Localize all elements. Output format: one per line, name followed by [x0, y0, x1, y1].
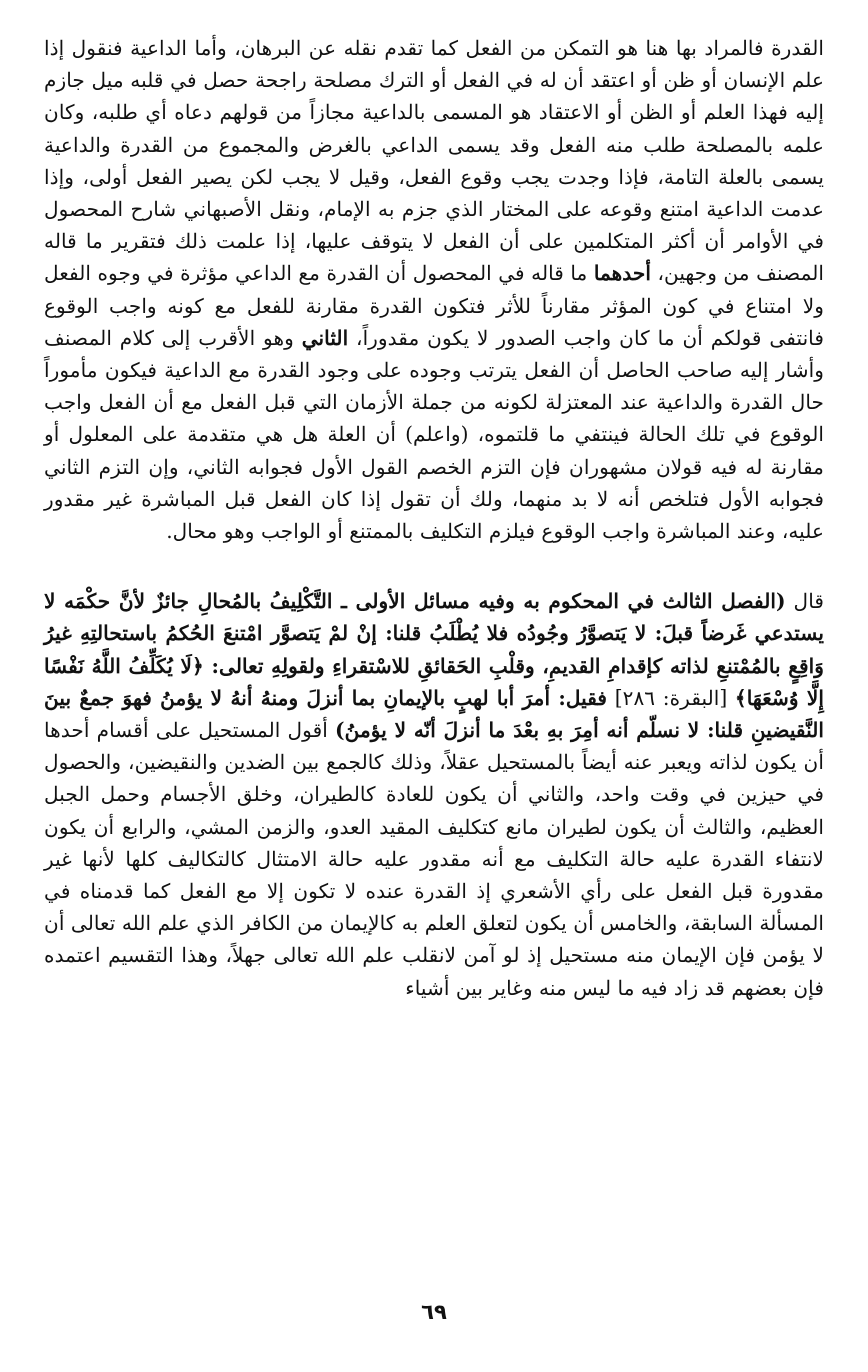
paragraph-2-intro: قال — [785, 589, 825, 614]
heading-second-aspect: الثاني — [301, 325, 349, 350]
page-number: ٦٩ — [421, 1300, 447, 1324]
paragraph-1 — [44, 32, 824, 547]
quoted-matn-2: فقيل: أمرَ أبا لهبٍ بالإيمانِ بما أنزلَ ومنهُ أنهُ لا يؤمنُ فهوَ جمعٌ بينَ النَّقيضينِ قلنا: لا نسلّم أنه أمِرَ بهِ بعْدَ ما أنزلَ أنّه لا يؤمنُ) — [44, 685, 824, 743]
paragraph-1-text-3: وهو الأقرب إلى كلام المصنف وأشار إليه صاحب الحاصل أن الفعل يترتب وجوده على وجود القدرة مع الداعية فيكون مأموراً حال القدرة والداعية عند المعتزلة لكونه من جملة الأزمان التي قبل الفعل مع أن الفعل واجب الوقوع في تلك الحالة فينتفي ما قلتموه، (واعلم) أن العلة هل هي متقدمة على المعلول أو مقارنة له فيه قولان مشهوران فإن التزم الخصم القول الأول فجوابه الثاني، وإن التزم الثاني فجوابه الأول فتلخص أنه لا بد منهما، ولك أن تقول إذا كان الفعل قبل المباشرة غير مقدور عليه، وعند المباشرة واجب الوقوع فيلزم التكليف بالممتنع أو الواجب وهو محال. — [44, 325, 824, 544]
book-page — [44, 32, 824, 1004]
quran-citation: [البقرة: ٢٨٦] — [607, 685, 735, 710]
quoted-matn: (الفصل الثالث في المحكوم به وفيه مسائل الأولى ـ التَّكْلِيفُ بالمُحالِ جائزٌ لأنَّ حكْمَه لا يستدعي غَرضاً قبلَ: لا يَتصوَّرُ وجُودُه فلا يُطْلَبُ قلنا: إنْ لمْ يَتصوَّر امْتنعَ الحُكمُ باستحالتِهِ غيرُ وَاقِعٍ بالمُمْتنعِ لذاته كإقدامِ القديمِ، وقلْبِ الحَقائقِ للاسْتقراءِ ولقولِهِ تعالى: ﴿لَا يُكَلِّفُ اللَّهُ نَفْسًا إِلَّا وُسْعَهَا﴾ — [44, 589, 824, 710]
paragraph-gap — [44, 547, 824, 585]
paragraph-2-text: أقول المستحيل على أقسام أحدها أن يكون لذاته ويعبر عنه أيضاً بالمستحيل عقلاً، وذلك كالجمع بين الضدين والنقيضين، والحصول في حيزين في وقت واحد، والثاني أن يكون للعادة كالطيران، وخلق الأجسام وحمل الجبل العظيم، والثالث أن يكون لطيران مانع كتكليف المقيد العدو، والزمن المشي، والرابع أن يكون لانتفاء القدرة عليه حالة التكليف مع أنه مقدور عليه حالة الامتثال كالتكاليف كلها لأنها غير مقدورة قبل الفعل على رأي الأشعري إذ القدرة عنده لا تكون إلا مع الفعل كما قدمناه في المسألة السابقة، والخامس أن يكون لتعلق العلم به كالإيمان من الكافر الذي علم الله تعالى أن لا يؤمن فإن الإيمان منه مستحيل إذ لو آمن لانقلب علم الله تعالى جهلاً، وهذا التقسيم اعتمده فإن بعضهم قد زاد فيه ما ليس منه وغاير بين أشياء — [44, 718, 824, 1000]
paragraph-1-text: القدرة فالمراد بها هنا هو التمكن من الفعل كما تقدم نقله عن البرهان، وأما الداعية فنقول إذا علم الإنسان أو ظن أو اعتقد أن له في الفعل أو الترك مصلحة راجحة حصل في قلبه ميل جازم إليه فهذا العلم أو الظن أو الاعتقاد هو المسمى بالداعية مجازاً من قولهم دعاه أي طلبه، وكان علمه بالمصلحة طلب منه الفعل وقد يسمى الداعي بالغرض والمجموع من القدرة والداعية يسمى بالعلة التامة، فإذا وجدت يجب وقوع الفعل، وقيل لا يجب لكن يصير الفعل أولى، وإذا عدمت الداعية امتنع وقوعه على المختار الذي جزم به الإمام، ونقل الأصبهاني شارح المحصول في الأوامر أن أكثر المتكلمين على أن الفعل لا يتوقف عليها، إذا علمت ذلك فتقرير ما قاله المصنف من وجهين، — [44, 36, 824, 286]
heading-first-aspect: أحدهما — [593, 261, 651, 286]
paragraph-2 — [44, 585, 824, 1004]
paragraph-1-text-2: ما قاله في المحصول أن القدرة مع الداعي مؤثرة في وجوه الفعل ولا امتناع في كون المؤثر مقارناً للأثر فتكون القدرة مقارنة للفعل مع كونه واجب الوقوع فانتفى قولكم أن ما كان واجب الصدور لا يكون مقدوراً، — [44, 261, 824, 350]
